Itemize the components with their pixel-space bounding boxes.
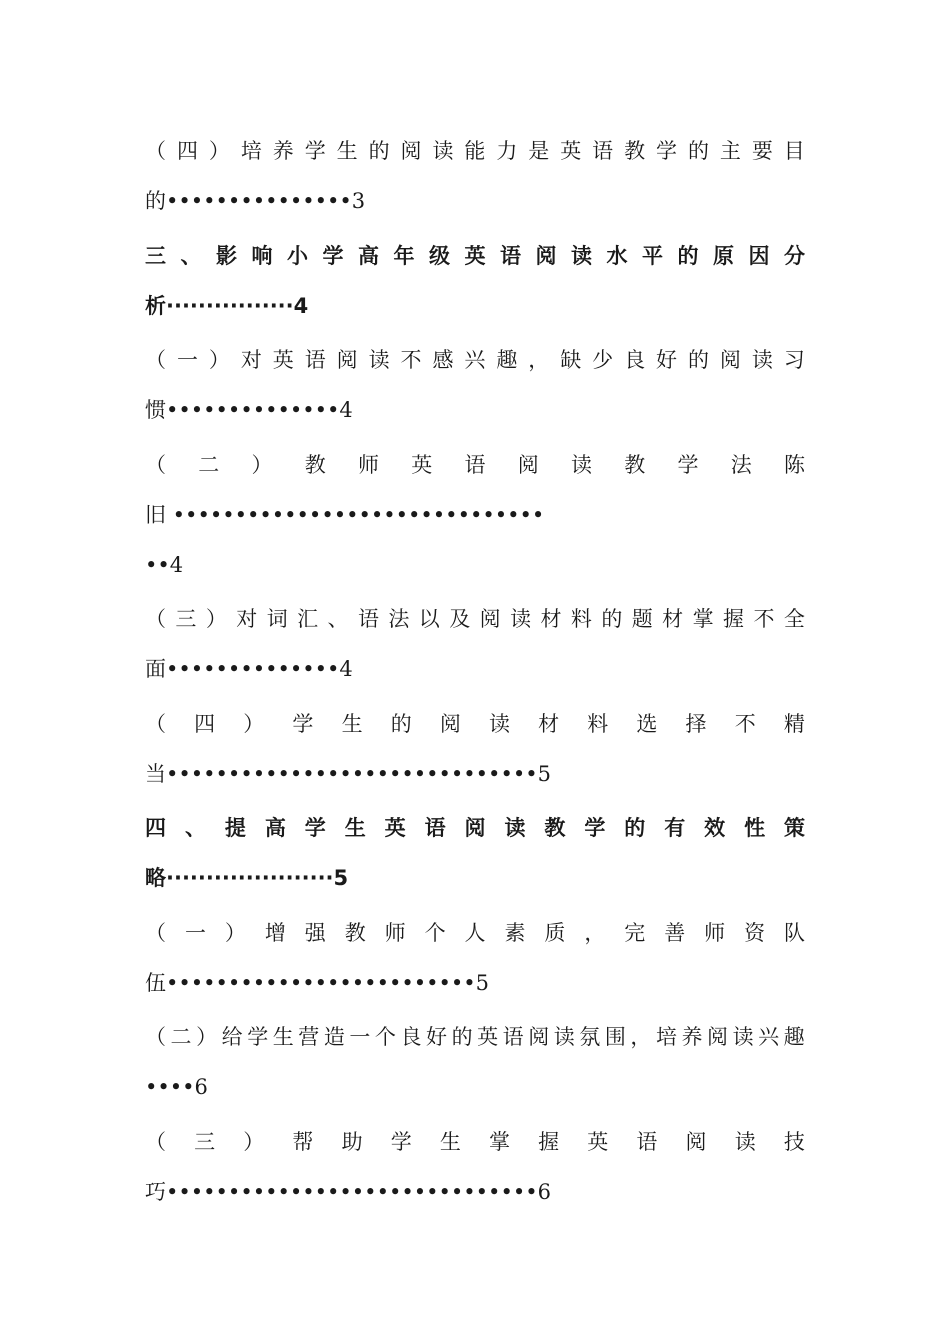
toc-section-leader-line: 析················4	[145, 294, 309, 318]
toc-char: 读	[510, 607, 532, 631]
toc-char: 生	[344, 816, 366, 840]
toc-char: 英	[560, 139, 582, 163]
toc-char: 师	[358, 453, 379, 477]
toc-char: 读	[368, 348, 390, 372]
toc-entry-line	[145, 445, 805, 485]
toc-char: 年	[393, 244, 415, 268]
toc-char: 、	[327, 607, 349, 631]
toc-char: 语	[464, 453, 486, 477]
toc-char: ）	[205, 607, 227, 631]
toc-char: 英	[411, 453, 433, 477]
toc-char: 因	[748, 244, 770, 268]
toc-char: 趣	[496, 348, 518, 372]
toc-char: 语	[592, 139, 614, 163]
toc-char: 生	[439, 1130, 461, 1154]
toc-char: 学	[677, 453, 699, 477]
toc-char: 策	[784, 816, 805, 840]
toc-char: 料	[570, 607, 592, 631]
toc-char: 语	[424, 816, 446, 840]
toc-char: 主	[719, 139, 741, 163]
toc-char: 影	[216, 244, 237, 268]
toc-char: 学	[322, 244, 344, 268]
toc-char: 生	[341, 712, 363, 736]
toc-char: 四	[194, 712, 216, 736]
toc-char: 善	[664, 921, 686, 945]
toc-char: 掌	[488, 1130, 510, 1154]
toc-char: 、	[180, 244, 202, 268]
toc-char: 读	[732, 1025, 754, 1049]
toc-char: 语	[500, 244, 521, 268]
toc-char: 要	[751, 139, 773, 163]
toc-char: 材	[662, 607, 684, 631]
toc-char: ）	[243, 1130, 265, 1154]
toc-char: 一	[184, 921, 206, 945]
toc-char: 的	[451, 1025, 473, 1049]
toc-char: 读	[751, 348, 773, 372]
toc-char: 提	[224, 816, 246, 840]
toc-char: 学	[304, 139, 326, 163]
toc-char: 的	[601, 607, 623, 631]
toc-char: ，	[528, 348, 550, 372]
toc-char: 感	[432, 348, 454, 372]
toc-char: ）	[224, 921, 246, 945]
toc-char: 语	[636, 1130, 658, 1154]
toc-entry-line	[145, 1122, 805, 1162]
toc-char: （	[145, 453, 166, 477]
toc-entry-line	[145, 340, 805, 380]
toc-char: ）	[208, 139, 230, 163]
toc-char: 陈	[784, 453, 805, 477]
toc-char: 读	[504, 816, 526, 840]
toc-char: 好	[656, 348, 677, 372]
toc-char: 完	[624, 921, 646, 945]
toc-char: 语	[304, 348, 326, 372]
toc-char: 良	[624, 348, 646, 372]
toc-char: 阅	[439, 712, 461, 736]
toc-char: 握	[538, 1130, 560, 1154]
toc-char: 以	[418, 607, 440, 631]
toc-char: 强	[304, 921, 326, 945]
toc-char: 英	[587, 1130, 609, 1154]
toc-char: 四	[145, 816, 166, 840]
toc-char: 不	[400, 348, 422, 372]
toc-char: 少	[592, 348, 614, 372]
toc-char: 阅	[707, 1025, 729, 1049]
toc-char: ）	[196, 1025, 218, 1049]
toc-char: 材	[538, 712, 560, 736]
toc-char: 料	[587, 712, 609, 736]
toc-char: 教	[624, 139, 646, 163]
toc-char: 养	[272, 139, 294, 163]
toc-char: 掌	[692, 607, 714, 631]
toc-entry-leader-line: 惯••••••••••••••4	[145, 398, 353, 422]
toc-char: （	[145, 607, 166, 631]
toc-char: 对	[236, 607, 258, 631]
toc-char: 法	[730, 453, 752, 477]
toc-char: 英	[272, 348, 294, 372]
toc-char: 原	[713, 244, 734, 268]
toc-char: 是	[528, 139, 550, 163]
toc-char: 趣	[783, 1025, 805, 1049]
toc-entry-leader-line: 旧 ••••••••••••••••••••••••••••••	[145, 503, 545, 527]
toc-char: 培	[240, 139, 262, 163]
toc-char: 养	[681, 1025, 703, 1049]
toc-char: 三	[194, 1130, 216, 1154]
toc-char: 个	[424, 921, 446, 945]
toc-char: 的	[368, 139, 390, 163]
toc-char: 的	[624, 816, 646, 840]
toc-char: 增	[264, 921, 286, 945]
toc-entry-leader-line: 的•••••••••••••••3	[145, 189, 366, 213]
toc-char: 阅	[336, 348, 358, 372]
toc-char: 氛	[579, 1025, 601, 1049]
toc-char: 读	[571, 244, 592, 268]
toc-char: ，	[584, 921, 606, 945]
toc-char: 性	[744, 816, 766, 840]
toc-char: ，	[630, 1025, 652, 1049]
toc-char: 高	[358, 244, 379, 268]
toc-char: 阅	[535, 244, 557, 268]
toc-char: 不	[753, 607, 775, 631]
toc-char: ）	[243, 712, 265, 736]
toc-char: 、	[184, 816, 206, 840]
toc-char: 队	[784, 921, 805, 945]
toc-char: 语	[502, 1025, 524, 1049]
toc-char: 三	[175, 607, 197, 631]
toc-char: 题	[631, 607, 653, 631]
toc-char: 阅	[528, 1025, 550, 1049]
toc-char: 教	[624, 453, 646, 477]
toc-char: 对	[240, 348, 262, 372]
toc-char: 教	[304, 453, 326, 477]
toc-char: 及	[449, 607, 471, 631]
toc-char: （	[145, 921, 166, 945]
toc-char: 有	[664, 816, 686, 840]
toc-char: 效	[704, 816, 726, 840]
toc-char: 读	[571, 453, 592, 477]
toc-char: 读	[488, 712, 510, 736]
toc-char: 精	[783, 712, 805, 736]
toc-char: 培	[655, 1025, 677, 1049]
toc-char: 缺	[560, 348, 582, 372]
toc-char: 汇	[297, 607, 319, 631]
toc-char: 握	[723, 607, 745, 631]
toc-char: 读	[553, 1025, 575, 1049]
toc-char: 三	[145, 244, 166, 268]
toc-char: 营	[298, 1025, 320, 1049]
toc-char: 质	[544, 921, 566, 945]
toc-char: 一	[176, 348, 198, 372]
toc-char: 兴	[464, 348, 486, 372]
toc-char: 师	[704, 921, 726, 945]
toc-char: 水	[606, 244, 628, 268]
toc-char: 的	[677, 244, 699, 268]
toc-char: 助	[341, 1130, 363, 1154]
toc-section-line	[145, 236, 805, 276]
toc-char: 全	[783, 607, 805, 631]
toc-char: 阅	[400, 139, 422, 163]
toc-char: 选	[636, 712, 658, 736]
toc-char: 能	[464, 139, 486, 163]
toc-char: 二	[170, 1025, 192, 1049]
toc-char: 好	[426, 1025, 448, 1049]
toc-entry-line	[145, 1017, 805, 1057]
toc-entry-line	[145, 704, 805, 744]
toc-char: 四	[176, 139, 198, 163]
toc-char: 学	[656, 139, 677, 163]
toc-section-leader-line: 略·····················5	[145, 866, 349, 890]
toc-char: 读	[432, 139, 454, 163]
toc-char: （	[145, 1025, 166, 1049]
toc-char: 英	[477, 1025, 499, 1049]
toc-char: 力	[496, 139, 518, 163]
toc-char: 造	[323, 1025, 345, 1049]
toc-char: 学	[390, 1130, 412, 1154]
toc-char: 人	[464, 921, 486, 945]
toc-char: 生	[272, 1025, 294, 1049]
toc-char: 阅	[479, 607, 501, 631]
toc-char: 法	[388, 607, 410, 631]
toc-char: 小	[287, 244, 308, 268]
toc-char: 平	[642, 244, 663, 268]
toc-char: 资	[744, 921, 766, 945]
toc-char: 素	[504, 921, 526, 945]
toc-char: 二	[198, 453, 220, 477]
toc-char: 阅	[464, 816, 486, 840]
toc-char: 师	[384, 921, 406, 945]
toc-entry-line	[145, 599, 805, 639]
toc-char: 的	[687, 139, 709, 163]
toc-char: 阅	[685, 1130, 707, 1154]
toc-char: 语	[357, 607, 379, 631]
toc-char: 级	[429, 244, 450, 268]
toc-char: 阅	[517, 453, 539, 477]
toc-char: 生	[336, 139, 358, 163]
toc-char: 习	[783, 348, 805, 372]
toc-entry-leader-line: ••••6	[145, 1075, 208, 1099]
toc-char: 给	[221, 1025, 243, 1049]
toc-entry-leader-line: ••4	[145, 553, 184, 577]
toc-char: 帮	[292, 1130, 314, 1154]
toc-char: 教	[544, 816, 566, 840]
toc-char: （	[145, 712, 166, 736]
toc-entry-line	[145, 131, 805, 171]
toc-char: 的	[390, 712, 412, 736]
toc-section-line	[145, 808, 805, 848]
toc-char: ）	[251, 453, 273, 477]
toc-entry-leader-line: 巧••••••••••••••••••••••••••••••6	[145, 1180, 551, 1204]
toc-char: （	[145, 1130, 166, 1154]
toc-char: 材	[540, 607, 562, 631]
toc-char: 分	[784, 244, 805, 268]
toc-entry-leader-line: 伍•••••••••••••••••••••••••5	[145, 971, 490, 995]
toc-char: 高	[264, 816, 286, 840]
toc-char: 个	[374, 1025, 396, 1049]
toc-char: 读	[734, 1130, 756, 1154]
toc-char: 技	[783, 1130, 805, 1154]
toc-char: 响	[251, 244, 273, 268]
toc-char: 学	[584, 816, 606, 840]
toc-char: （	[145, 348, 166, 372]
toc-char: 择	[685, 712, 707, 736]
toc-char: 阅	[719, 348, 741, 372]
toc-char: 围	[604, 1025, 626, 1049]
toc-char: 一	[349, 1025, 371, 1049]
toc-entry-leader-line: 当••••••••••••••••••••••••••••••5	[145, 762, 551, 786]
toc-char: 良	[400, 1025, 422, 1049]
toc-char: 英	[384, 816, 406, 840]
toc-entry-line	[145, 913, 805, 953]
toc-char: 学	[304, 816, 326, 840]
toc-entry-leader-line: 面••••••••••••••4	[145, 657, 353, 681]
toc-char: 学	[292, 712, 314, 736]
toc-char: 学	[247, 1025, 269, 1049]
toc-char: （	[145, 139, 166, 163]
toc-char: 兴	[758, 1025, 780, 1049]
toc-char: ）	[208, 348, 230, 372]
toc-char: 英	[464, 244, 486, 268]
toc-char: 目	[783, 139, 805, 163]
toc-char: 不	[734, 712, 756, 736]
toc-char: 的	[687, 348, 709, 372]
toc-char: 词	[266, 607, 288, 631]
toc-char: 教	[344, 921, 366, 945]
